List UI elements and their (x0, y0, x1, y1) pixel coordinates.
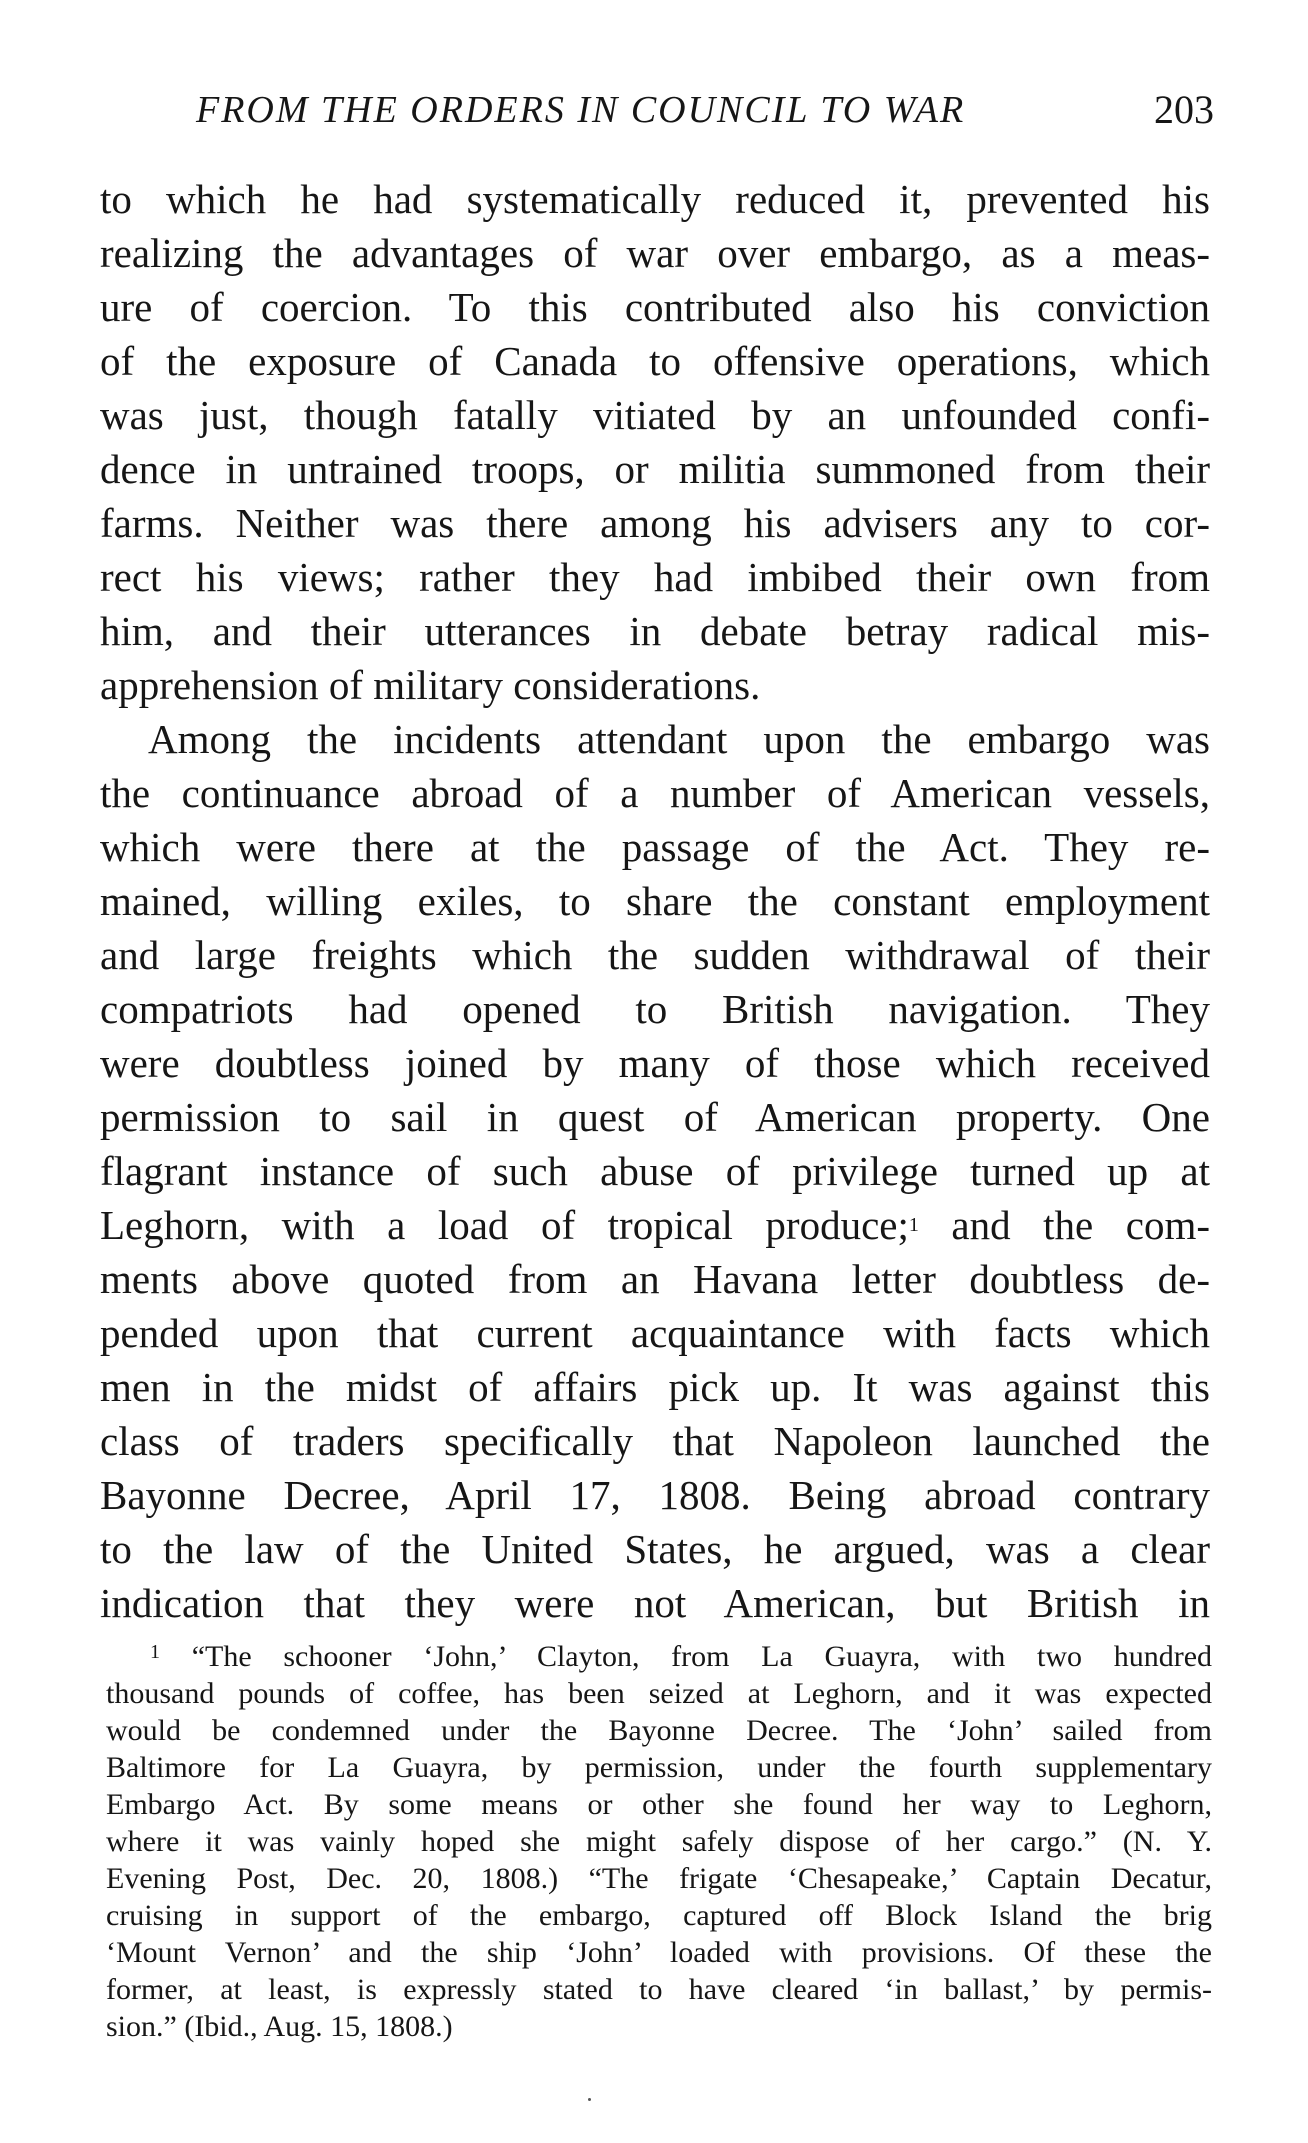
text-line: to which he had systematically reduced it, prevented his (100, 176, 1210, 222)
text-segment: Leghorn, with a load of tropical produce; (100, 1202, 909, 1248)
footnote-line: where it was vainly hoped she might safely dispose of her cargo.” (N. Y. (106, 1825, 1212, 1858)
text-line: apprehension of military considerations. (100, 662, 761, 708)
footnote (106, 1634, 1212, 2045)
text-line: compatriots had opened to British navigation. They (100, 986, 1210, 1032)
footnote-line: former, at least, is expressly stated to have cleared ‘in ballast,’ by permis- (106, 1973, 1212, 2006)
text-line: ments above quoted from an Havana letter doubtless de- (100, 1256, 1210, 1302)
text-line: mained, willing exiles, to share the constant employment (100, 878, 1210, 924)
footnote-line: thousand pounds of coffee, has been seized at Leghorn, and it was expected (106, 1677, 1212, 1710)
text-line: was just, though fatally vitiated by an unfounded confi- (100, 392, 1210, 438)
footnote-text: “The schooner ‘John,’ Clayton, from La Guayra, with two hundred (191, 1640, 1213, 1673)
text-line: which were there at the passage of the Act. They re- (100, 824, 1210, 870)
text-line: flagrant instance of such abuse of privilege turned up at (100, 1148, 1210, 1194)
text-line: Bayonne Decree, April 17, 1808. Being abroad contrary (100, 1472, 1210, 1518)
footnote-line: Embargo Act. By some means or other she found her way to Leghorn, (106, 1788, 1212, 1821)
text-line: ure of coercion. To this contributed also his conviction (100, 284, 1210, 330)
text-line: dence in untrained troops, or militia summoned from their (100, 446, 1210, 492)
text-line: men in the midst of affairs pick up. It was against this (100, 1364, 1210, 1410)
footnote-line: sion.” (Ibid., Aug. 15, 1808.) (106, 2010, 453, 2043)
text-line: farms. Neither was there among his advisers any to cor- (100, 500, 1210, 546)
footnote-line: cruising in support of the embargo, captured off Block Island the brig (106, 1899, 1212, 1932)
text-line: were doubtless joined by many of those which received (100, 1040, 1210, 1086)
print-speck (588, 2098, 591, 2101)
text-line: of the exposure of Canada to offensive operations, which (100, 338, 1210, 384)
body-text (100, 172, 1210, 1630)
text-line: Among the incidents attendant upon the embargo was (148, 716, 1210, 762)
running-title: FROM THE ORDERS IN COUNCIL TO WAR (196, 89, 966, 131)
text-line: the continuance abroad of a number of American vessels, (100, 770, 1210, 816)
text-line: permission to sail in quest of American property. One (100, 1094, 1210, 1140)
footnote-line: Evening Post, Dec. 20, 1808.) “The frigate ‘Chesapeake,’ Captain Decatur, (106, 1862, 1212, 1895)
text-line: pended upon that current acquaintance with facts which (100, 1310, 1210, 1356)
text-line-with-footnote-ref (100, 1198, 1210, 1252)
page-header (196, 86, 1214, 134)
footnote-reference[interactable]: 1 (908, 1214, 919, 1236)
footnote-line: Baltimore for La Guayra, by permission, under the fourth supplementary (106, 1751, 1212, 1784)
footnote-line (106, 1634, 1212, 1675)
text-line: to the law of the United States, he argued, was a clear (100, 1526, 1210, 1572)
text-segment: and the com- (918, 1202, 1210, 1248)
text-line: class of traders specifically that Napoleon launched the (100, 1418, 1210, 1464)
text-line: rect his views; rather they had imbibed their own from (100, 554, 1210, 600)
footnote-line: would be condemned under the Bayonne Decree. The ‘John’ sailed from (106, 1714, 1212, 1747)
text-line: him, and their utterances in debate betray radical mis- (100, 608, 1210, 654)
text-line: and large freights which the sudden withdrawal of their (100, 932, 1210, 978)
footnote-marker: 1 (150, 1641, 160, 1663)
text-line: indication that they were not American, but British in (100, 1580, 1210, 1626)
page-number: 203 (1154, 87, 1214, 132)
text-line: realizing the advantages of war over embargo, as a meas- (100, 230, 1210, 276)
footnote-line: ‘Mount Vernon’ and the ship ‘John’ loaded with provisions. Of these the (106, 1936, 1212, 1969)
